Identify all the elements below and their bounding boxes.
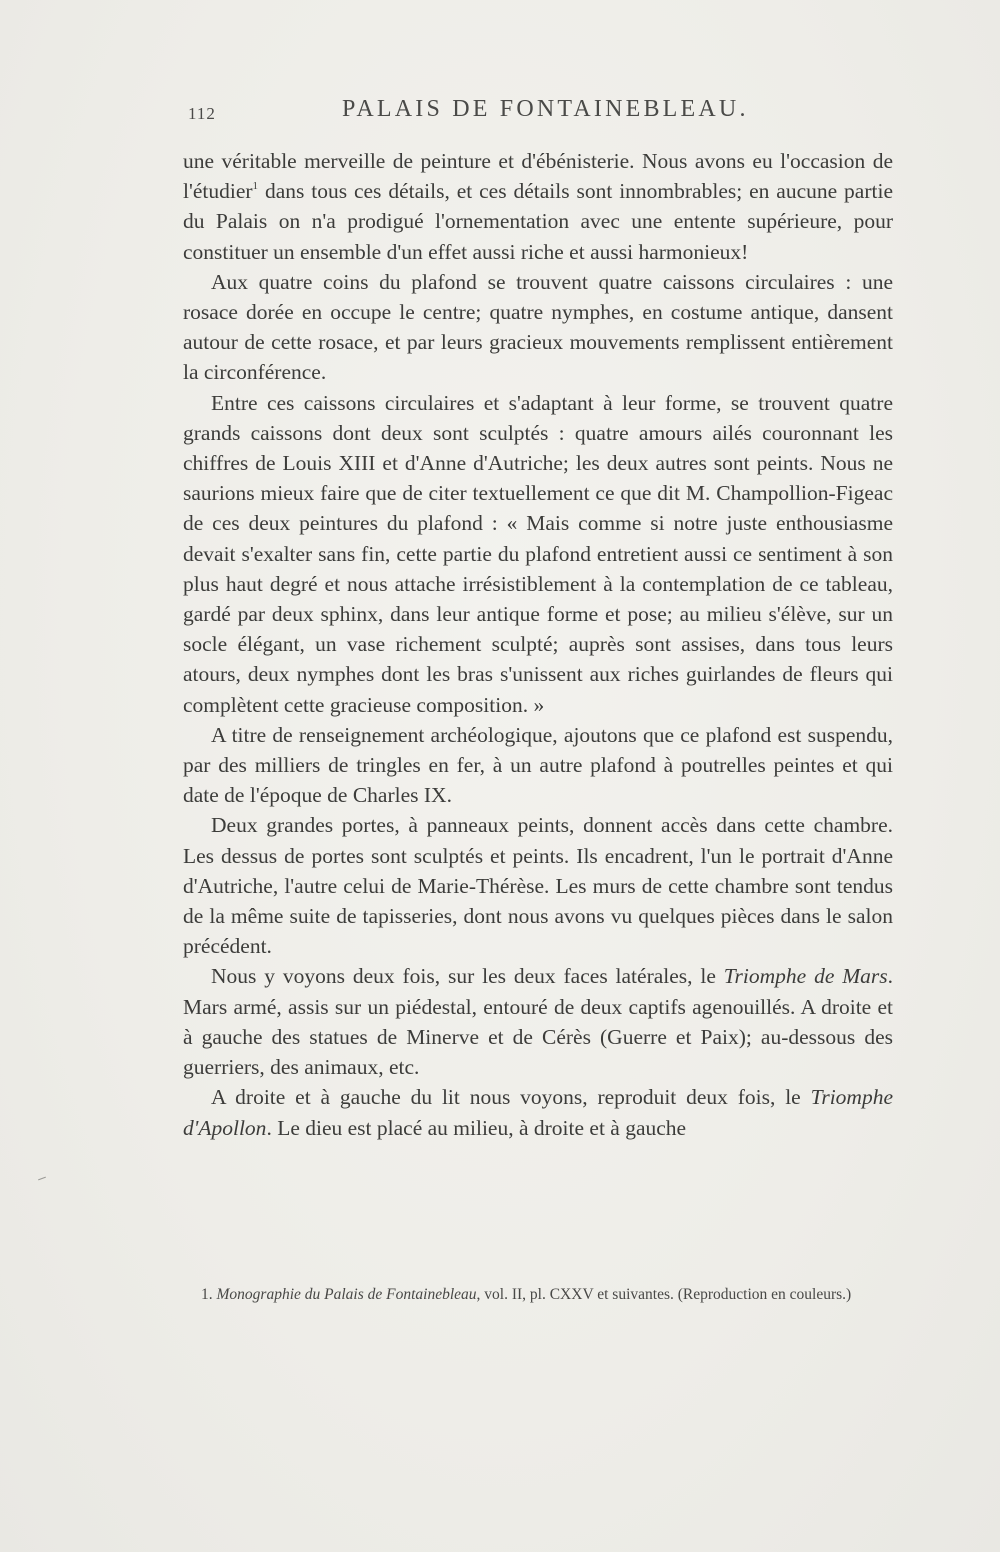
paragraph-5: Deux grandes portes, à panneaux peints, donnent accès dans cette chambre. Les dessus de portes sont sculptés et peints. Ils encadrent, l'un le portrait d'Anne d'Autriche, l'autre celui de Marie-Thérèse. Les murs de cette chambre sont tendus de la même suite de tapisseries, dont nous avons vu quelques pièces dans le salon précédent. (183, 813, 893, 959)
paragraph-2: Aux quatre coins du plafond se trouvent quatre caissons circulaires : une rosace dorée en occupe le centre; quatre nymphes, en costume antique, dansent autour de cette rosace, et par leurs gracieux mouvements remplissent entièrement la circonférence. (183, 269, 893, 385)
paragraph-6-text-a: Nous y voyons deux fois, sur les deux faces latérales, le (211, 964, 724, 989)
paragraph-1-text-b: dans tous ces détails, et ces détails sont innombrables; en aucune partie du Palais on n'a prodigué l'ornementation avec une entente supérieure, pour constituer un ensemble d'un effet aussi riche et aussi harmonieux! (183, 179, 893, 264)
running-title: PALAIS DE FONTAINEBLEAU. (342, 96, 749, 122)
paragraph-6-text-b: . Mars armé, assis sur un piédestal, entouré de deux captifs agenouillés. A droite et à gauche des statues de Minerve et de Cérès (Guerre et Paix); au-dessous des guerriers, des animaux, etc. (183, 964, 893, 1080)
paragraph-1-text-a: une véritable merveille de peinture et d'ébénisterie. Nous avons eu l'occasion de l'étudier (183, 149, 893, 204)
stray-ink-mark (38, 1177, 46, 1181)
body-text (183, 146, 893, 1143)
paragraph-6 (183, 961, 893, 1082)
paragraph-4: A titre de renseignement archéologique, ajoutons que ce plafond est suspendu, par des milliers de tringles en fer, à un autre plafond à poutrelles peintes et qui date de l'époque de Charles IX. (183, 722, 893, 808)
footnote-number: 1. (201, 1286, 213, 1303)
footnote (183, 1284, 893, 1306)
paragraph-3: Entre ces caissons circulaires et s'adaptant à leur forme, se trouvent quatre grands caissons dont deux sont sculptés : quatre amours ailés couronnant les chiffres de Louis XIII et d'Anne d'Autriche; les deux autres sont peints. Nous ne saurions mieux faire que de citer textuellement ce que dit M. Champollion-Figeac de ces deux peintures du plafond : « Mais comme si notre juste enthousiasme devait s'exalter sans fin, cette partie du plafond entretient aussi ce sentiment à son plus haut degré et nous attache irrésistiblement à la contemplation de ce tableau, gardé par deux sphinx, dans leur antique forme et pose; au milieu s'élève, sur un socle élégant, un vase richement sculpté; auprès sont assises, dans tous leurs atours, deux nymphes dont les bras s'unissent aux riches guirlandes de fleurs qui complètent cette gracieuse composition. » (183, 390, 893, 717)
paragraph-6-italic-title: Triomphe de Mars (723, 964, 888, 989)
footnote-text: , vol. II, pl. CXXV et suivantes. (Reproduction en couleurs.) (476, 1286, 852, 1303)
paragraph-7-italic-title: Triomphe d'Apollon (183, 1085, 893, 1140)
running-head (188, 96, 888, 136)
footnote-reference: 1 (252, 180, 259, 193)
paragraph-7-text-a: A droite et à gauche du lit nous voyons, reproduit deux fois, le (211, 1085, 811, 1110)
footnote-italic-title: Monographie du Palais de Fontainebleau (216, 1286, 477, 1303)
page-number: 112 (188, 104, 216, 123)
paragraph-7-text-b: . Le dieu est placé au milieu, à droite et à gauche (266, 1115, 687, 1140)
paragraph-7 (183, 1082, 893, 1142)
paragraph-1 (183, 146, 893, 267)
